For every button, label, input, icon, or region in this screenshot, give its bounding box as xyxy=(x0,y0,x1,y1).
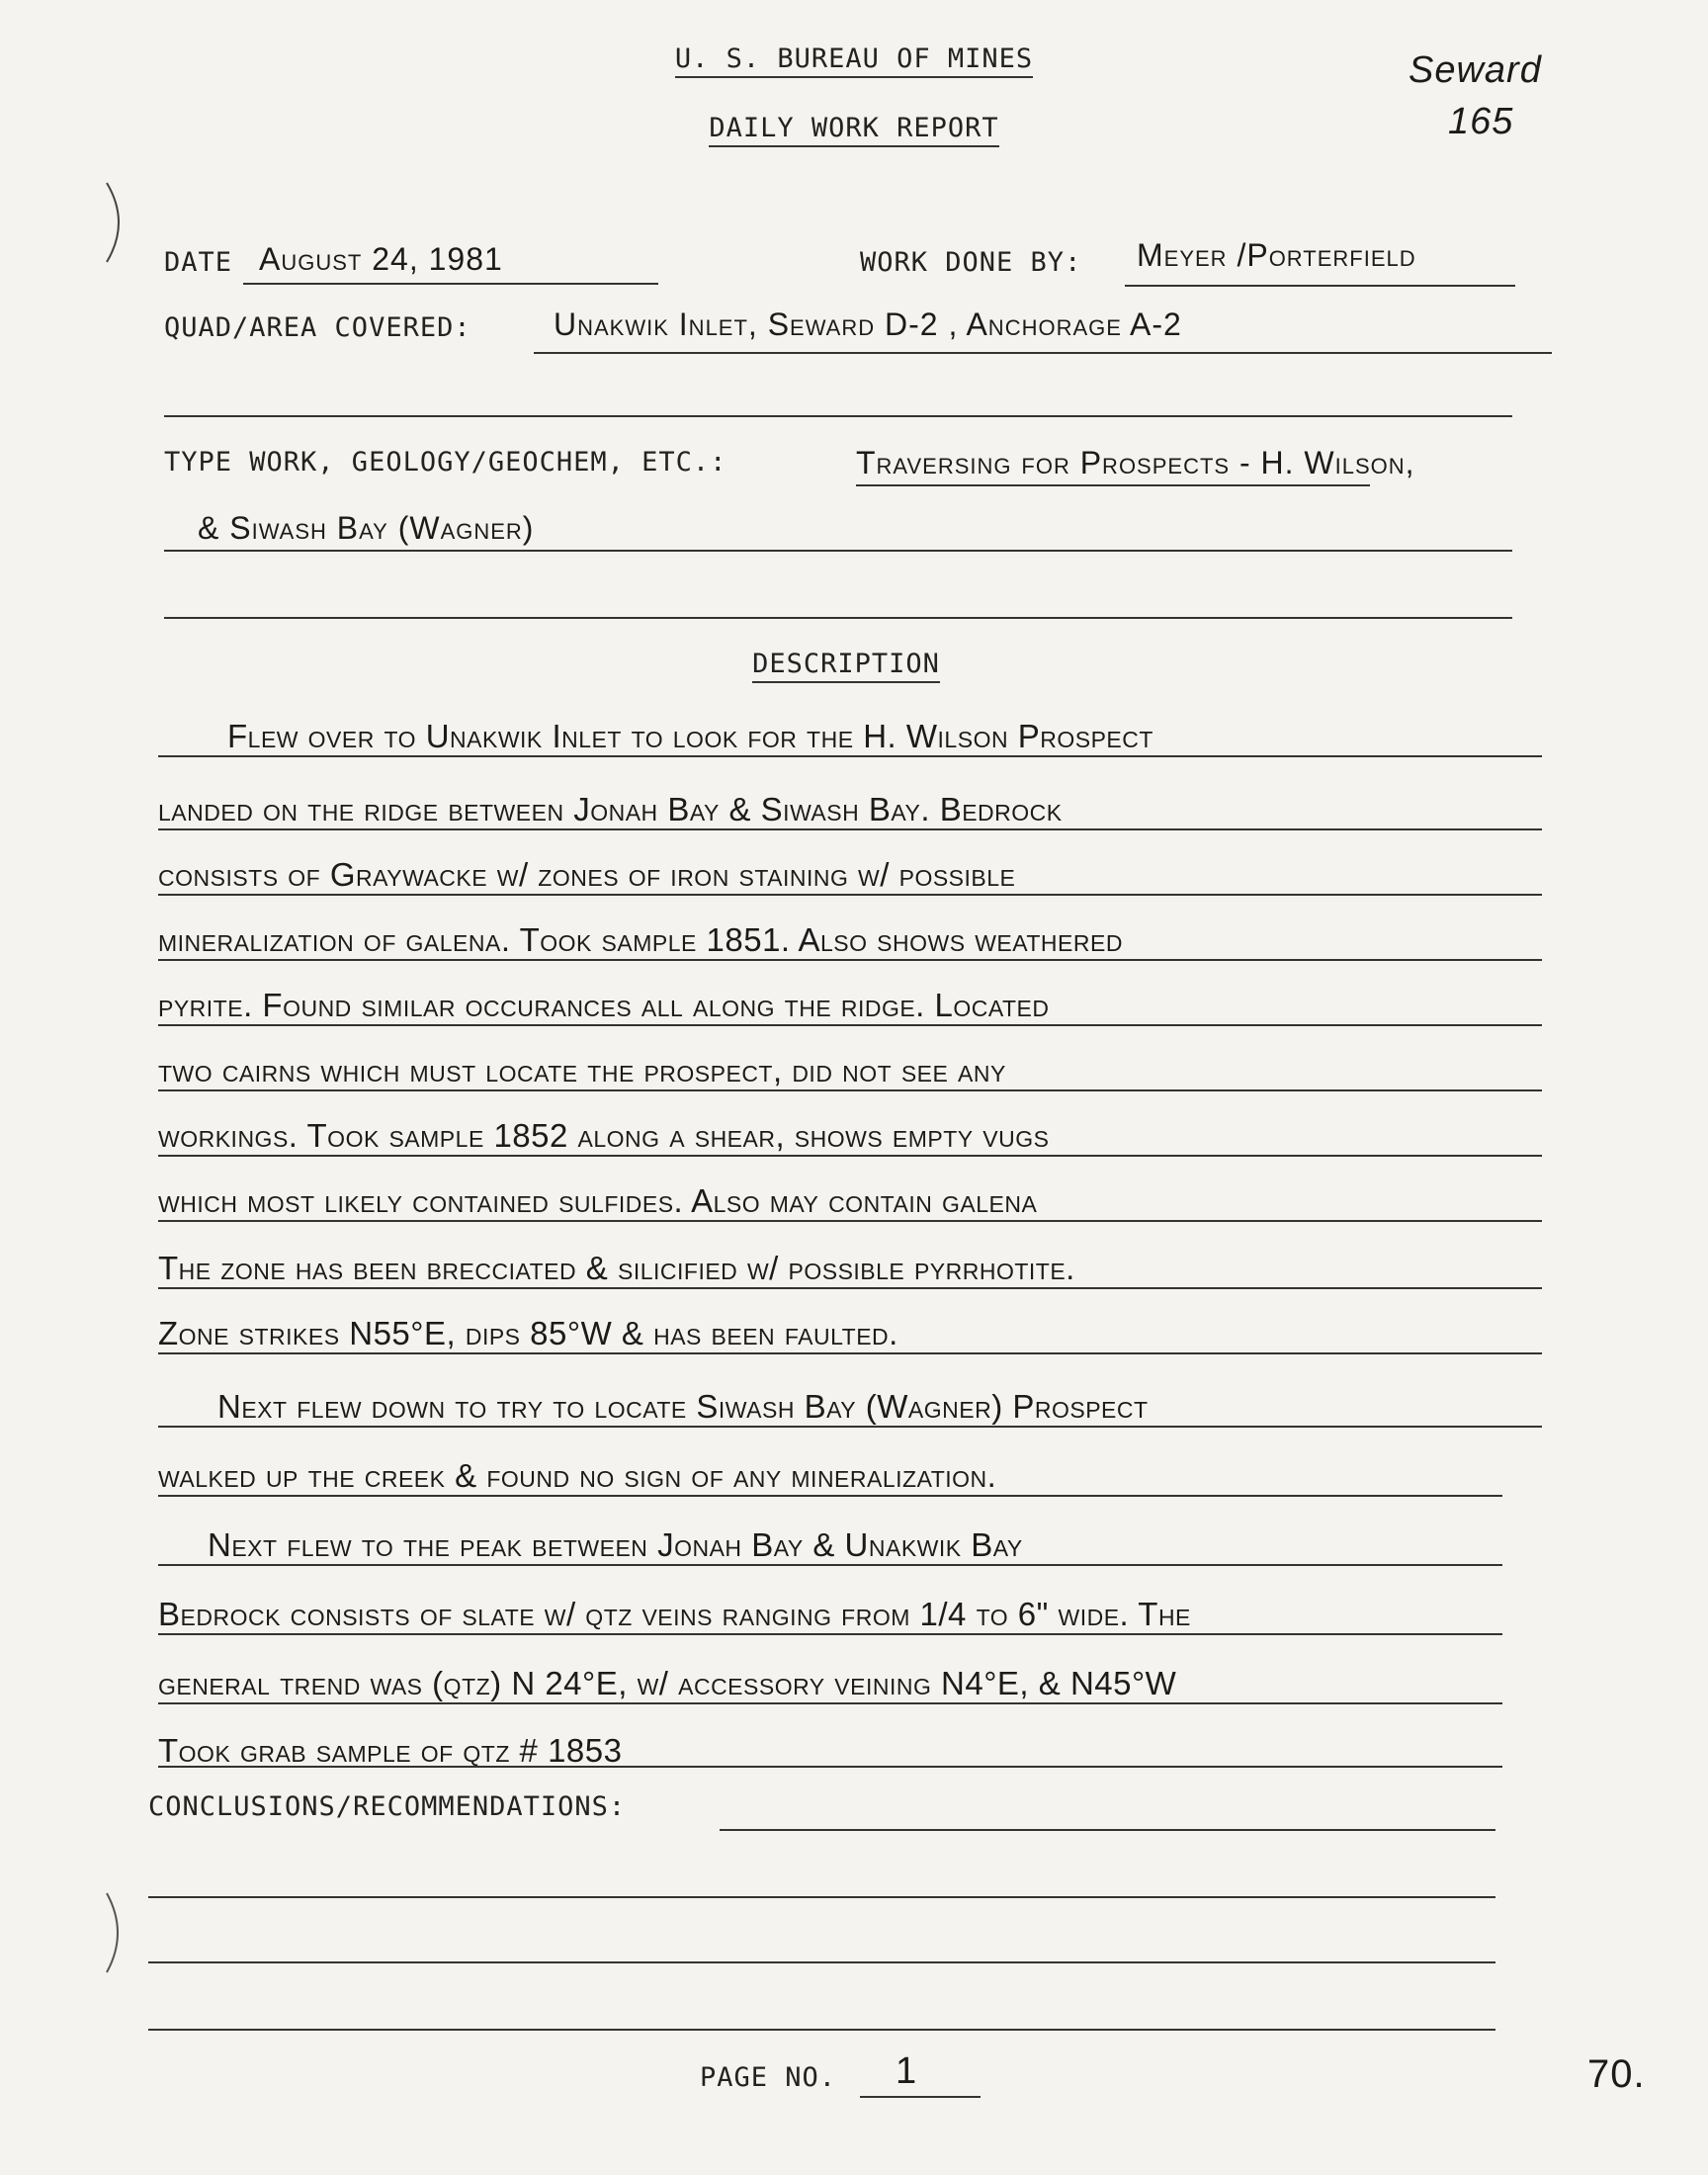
description-rule-14 xyxy=(158,1633,1502,1635)
description-rule-15 xyxy=(158,1702,1502,1704)
quad-underline xyxy=(534,352,1552,354)
date-underline xyxy=(243,283,658,285)
date-label: DATE xyxy=(164,247,233,278)
description-rule-6 xyxy=(158,1089,1542,1091)
conclusions-line-4 xyxy=(148,2029,1495,2031)
description-rule-16 xyxy=(158,1766,1502,1768)
description-line-4: mineralization of galena. Took sample 1851. Also shows weathered xyxy=(158,921,1123,958)
description-line-8: which most likely contained sulfides. Also may contain galena xyxy=(158,1182,1038,1219)
description-line-6: two cairns which must locate the prospect, did not see any xyxy=(158,1052,1006,1088)
conclusions-label: CONCLUSIONS/RECOMMENDATIONS: xyxy=(148,1791,627,1822)
description-rule-13 xyxy=(158,1564,1502,1566)
date-value: August 24, 1981 xyxy=(259,241,503,277)
description-line-1: Flew over to Unakwik Inlet to look for the H. Wilson Prospect xyxy=(227,718,1153,754)
type-work-label: TYPE WORK, GEOLOGY/GEOCHEM, ETC.: xyxy=(164,447,727,478)
quad-label: QUAD/AREA COVERED: xyxy=(164,312,471,343)
corner-page-number: 70. xyxy=(1587,2052,1646,2096)
work-done-by-underline xyxy=(1125,285,1515,287)
type-work-underline xyxy=(856,484,1370,486)
page-number-underline xyxy=(860,2096,981,2098)
description-line-9: The zone has been brecciated & silicified w/ possible pyrrhotite. xyxy=(158,1250,1075,1286)
description-heading-text: DESCRIPTION xyxy=(752,649,940,683)
description-line-13: Next flew to the peak between Jonah Bay & Unakwik Bay xyxy=(208,1526,1023,1563)
type-work-value-line1: Traversing for Prospects - H. Wilson, xyxy=(856,445,1415,480)
description-line-3: consists of Graywacke w/ zones of iron staining w/ possible xyxy=(158,856,1016,893)
description-line-7: workings. Took sample 1852 along a shear, shows empty vugs xyxy=(158,1117,1050,1154)
description-rule-1 xyxy=(158,755,1542,757)
description-line-10: Zone strikes N55°E, dips 85°W & has been faulted. xyxy=(158,1315,898,1351)
page-number-label: PAGE NO. xyxy=(700,2062,837,2093)
description-rule-12 xyxy=(158,1495,1502,1497)
description-rule-10 xyxy=(158,1352,1542,1354)
type-work-value-line2: & Siwash Bay (Wagner) xyxy=(198,510,535,546)
description-line-5: pyrite. Found similar occurances all along the ridge. Located xyxy=(158,987,1050,1023)
description-rule-2 xyxy=(158,828,1542,830)
report-title-text: DAILY WORK REPORT xyxy=(709,113,998,147)
type-work-line3 xyxy=(164,617,1512,619)
description-rule-4 xyxy=(158,959,1542,961)
description-line-12: walked up the creek & found no sign of any mineralization. xyxy=(158,1457,997,1494)
description-line-11: Next flew down to try to locate Siwash Bay (Wagner) Prospect xyxy=(217,1388,1149,1425)
margin-bracket-bottom xyxy=(99,1888,138,1977)
quad-extra-line xyxy=(164,415,1512,417)
conclusions-line-2 xyxy=(148,1896,1495,1898)
description-rule-11 xyxy=(158,1426,1542,1428)
corner-note-line1: Seward xyxy=(1409,49,1542,91)
conclusions-line-3 xyxy=(148,1961,1495,1963)
work-done-by-label: WORK DONE BY: xyxy=(860,247,1082,278)
page-number-value: 1 xyxy=(896,2050,918,2092)
description-line-16: Took grab sample of qtz # 1853 xyxy=(158,1732,623,1769)
description-rule-3 xyxy=(158,894,1542,896)
description-line-14: Bedrock consists of slate w/ qtz veins ranging from 1/4 to 6" wide. The xyxy=(158,1596,1191,1632)
corner-note-line2: 165 xyxy=(1448,101,1514,142)
description-rule-5 xyxy=(158,1024,1542,1026)
agency-title-text: U. S. BUREAU OF MINES xyxy=(675,44,1033,78)
description-line-15: general trend was (qtz) N 24°E, w/ accessory veining N4°E, & N45°W xyxy=(158,1665,1177,1701)
margin-bracket-top xyxy=(99,178,138,267)
work-done-by-value: Meyer /Porterfield xyxy=(1137,237,1416,273)
description-heading xyxy=(0,649,1692,679)
description-rule-9 xyxy=(158,1287,1542,1289)
description-line-2: landed on the ridge between Jonah Bay & Siwash Bay. Bedrock xyxy=(158,791,1063,827)
quad-value: Unakwik Inlet, Seward D-2 , Anchorage A-2 xyxy=(554,306,1182,342)
type-work-line2 xyxy=(164,550,1512,552)
description-rule-8 xyxy=(158,1220,1542,1222)
conclusions-underline xyxy=(720,1829,1495,1831)
description-rule-7 xyxy=(158,1155,1542,1157)
